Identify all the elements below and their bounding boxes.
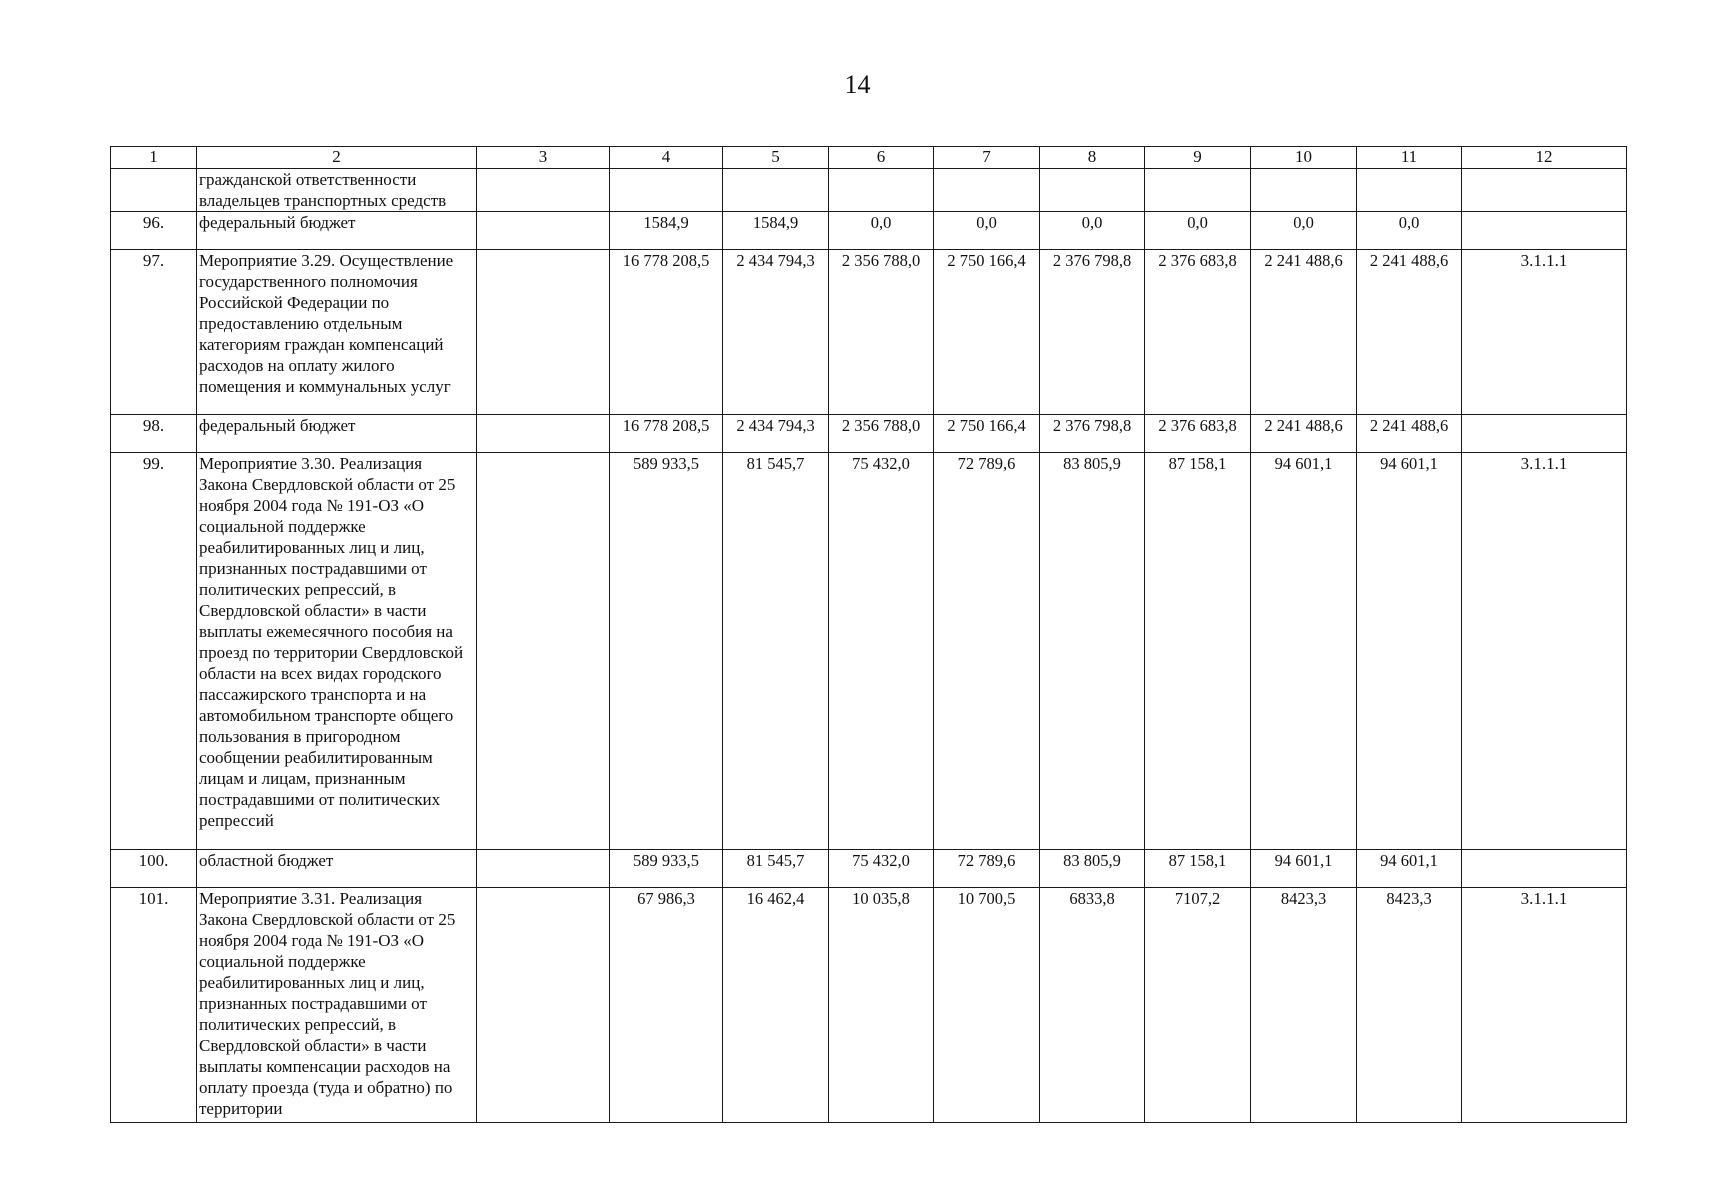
table-body: [111, 147, 1627, 1123]
amount-cell: 2 356 788,0: [829, 250, 934, 415]
page-number: 14: [844, 70, 871, 99]
amount-cell: 2 376 798,8: [1040, 250, 1145, 415]
amount-cell: 2 241 488,6: [1251, 415, 1357, 453]
amount-cell: 81 545,7: [723, 453, 829, 850]
amount-cell: 94 601,1: [1357, 453, 1462, 850]
target-indicator-ref: [1462, 169, 1627, 212]
amount-cell: 87 158,1: [1145, 453, 1251, 850]
column-header-6: 6: [829, 147, 934, 169]
column-header-8: 8: [1040, 147, 1145, 169]
amount-cell: 2 241 488,6: [1357, 415, 1462, 453]
row-number: 101.: [111, 888, 197, 1123]
row-number: 99.: [111, 453, 197, 850]
amount-cell: 2 434 794,3: [723, 415, 829, 453]
amount-cell: 2 241 488,6: [1357, 250, 1462, 415]
amount-cell: 94 601,1: [1251, 850, 1357, 888]
amount-cell: 10 700,5: [934, 888, 1040, 1123]
column-header-4: 4: [610, 147, 723, 169]
table-row: [111, 169, 1627, 212]
column-header-5: 5: [723, 147, 829, 169]
table-row: [111, 453, 1627, 850]
header-row: [111, 147, 1627, 169]
row-col3: [477, 250, 610, 415]
row-name: Мероприятие 3.29. Осуществление государственного полномочия Российской Федерации по предоставлению отдельным категориям граждан компенсаций расходов на оплату жилого помещения и коммунальных услуг: [197, 250, 477, 415]
row-col3: [477, 888, 610, 1123]
amount-cell: 2 750 166,4: [934, 250, 1040, 415]
table-row: [111, 212, 1627, 250]
amount-cell: 72 789,6: [934, 453, 1040, 850]
row-number: 98.: [111, 415, 197, 453]
row-number: 96.: [111, 212, 197, 250]
amount-cell: 2 434 794,3: [723, 250, 829, 415]
amount-cell: 589 933,5: [610, 850, 723, 888]
row-name: Мероприятие 3.30. Реализация Закона Свердловской области от 25 ноября 2004 года № 191-ОЗ «О социальной поддержке реабилитированных лиц и лиц, признанных пострадавшими от политических репрессий, в Свердловской области» в части выплаты ежемесячного пособия на проезд по территории Свердловской области на всех видах городского пассажирского транспорта и на автомобильном транспорте общего пользования в пригородном сообщении реабилитированным лицам и лицам, признанным пострадавшими от политических репрессий: [197, 453, 477, 850]
amount-cell: 81 545,7: [723, 850, 829, 888]
amount-cell: 94 601,1: [1251, 453, 1357, 850]
column-header-9: 9: [1145, 147, 1251, 169]
amount-cell: [1357, 169, 1462, 212]
amount-cell: 94 601,1: [1357, 850, 1462, 888]
row-name: Мероприятие 3.31. Реализация Закона Свердловской области от 25 ноября 2004 года № 191-ОЗ «О социальной поддержке реабилитированных лиц и лиц, признанных пострадавшими от политических репрессий, в Свердловской области» в части выплаты компенсации расходов на оплату проезда (туда и обратно) по территории: [197, 888, 477, 1123]
column-header-11: 11: [1357, 147, 1462, 169]
target-indicator-ref: 3.1.1.1: [1462, 250, 1627, 415]
row-col3: [477, 169, 610, 212]
target-indicator-ref: [1462, 212, 1627, 250]
amount-cell: [1040, 169, 1145, 212]
table-row: [111, 888, 1627, 1123]
table-row: [111, 850, 1627, 888]
funding-table: [110, 146, 1627, 1123]
amount-cell: 0,0: [1251, 212, 1357, 250]
amount-cell: [1145, 169, 1251, 212]
target-indicator-ref: [1462, 850, 1627, 888]
row-number: 100.: [111, 850, 197, 888]
amount-cell: 83 805,9: [1040, 453, 1145, 850]
column-header-1: 1: [111, 147, 197, 169]
table-row: [111, 415, 1627, 453]
amount-cell: [934, 169, 1040, 212]
amount-cell: [610, 169, 723, 212]
amount-cell: 2 376 683,8: [1145, 250, 1251, 415]
amount-cell: 2 750 166,4: [934, 415, 1040, 453]
row-col3: [477, 415, 610, 453]
amount-cell: 0,0: [934, 212, 1040, 250]
row-name: федеральный бюджет: [197, 212, 477, 250]
row-name: гражданской ответственности владельцев транспортных средств: [197, 169, 477, 212]
amount-cell: 8423,3: [1357, 888, 1462, 1123]
target-indicator-ref: 3.1.1.1: [1462, 888, 1627, 1123]
amount-cell: [723, 169, 829, 212]
target-indicator-ref: 3.1.1.1: [1462, 453, 1627, 850]
amount-cell: 16 778 208,5: [610, 415, 723, 453]
column-header-10: 10: [1251, 147, 1357, 169]
row-number: 97.: [111, 250, 197, 415]
amount-cell: 75 432,0: [829, 850, 934, 888]
amount-cell: 16 462,4: [723, 888, 829, 1123]
row-col3: [477, 453, 610, 850]
amount-cell: 1584,9: [723, 212, 829, 250]
amount-cell: 16 778 208,5: [610, 250, 723, 415]
row-col3: [477, 850, 610, 888]
row-number: [111, 169, 197, 212]
amount-cell: 1584,9: [610, 212, 723, 250]
amount-cell: 83 805,9: [1040, 850, 1145, 888]
amount-cell: 75 432,0: [829, 453, 934, 850]
table-row: [111, 250, 1627, 415]
amount-cell: 6833,8: [1040, 888, 1145, 1123]
amount-cell: 2 241 488,6: [1251, 250, 1357, 415]
amount-cell: 8423,3: [1251, 888, 1357, 1123]
amount-cell: 0,0: [1040, 212, 1145, 250]
row-col3: [477, 212, 610, 250]
amount-cell: 72 789,6: [934, 850, 1040, 888]
row-name: областной бюджет: [197, 850, 477, 888]
column-header-2: 2: [197, 147, 477, 169]
row-name: федеральный бюджет: [197, 415, 477, 453]
amount-cell: 0,0: [1357, 212, 1462, 250]
column-header-3: 3: [477, 147, 610, 169]
amount-cell: [829, 169, 934, 212]
amount-cell: 7107,2: [1145, 888, 1251, 1123]
amount-cell: 0,0: [829, 212, 934, 250]
amount-cell: 67 986,3: [610, 888, 723, 1123]
column-header-7: 7: [934, 147, 1040, 169]
amount-cell: 589 933,5: [610, 453, 723, 850]
target-indicator-ref: [1462, 415, 1627, 453]
amount-cell: 2 356 788,0: [829, 415, 934, 453]
amount-cell: 87 158,1: [1145, 850, 1251, 888]
amount-cell: 0,0: [1145, 212, 1251, 250]
amount-cell: 2 376 798,8: [1040, 415, 1145, 453]
amount-cell: [1251, 169, 1357, 212]
column-header-12: 12: [1462, 147, 1627, 169]
amount-cell: 10 035,8: [829, 888, 934, 1123]
amount-cell: 2 376 683,8: [1145, 415, 1251, 453]
